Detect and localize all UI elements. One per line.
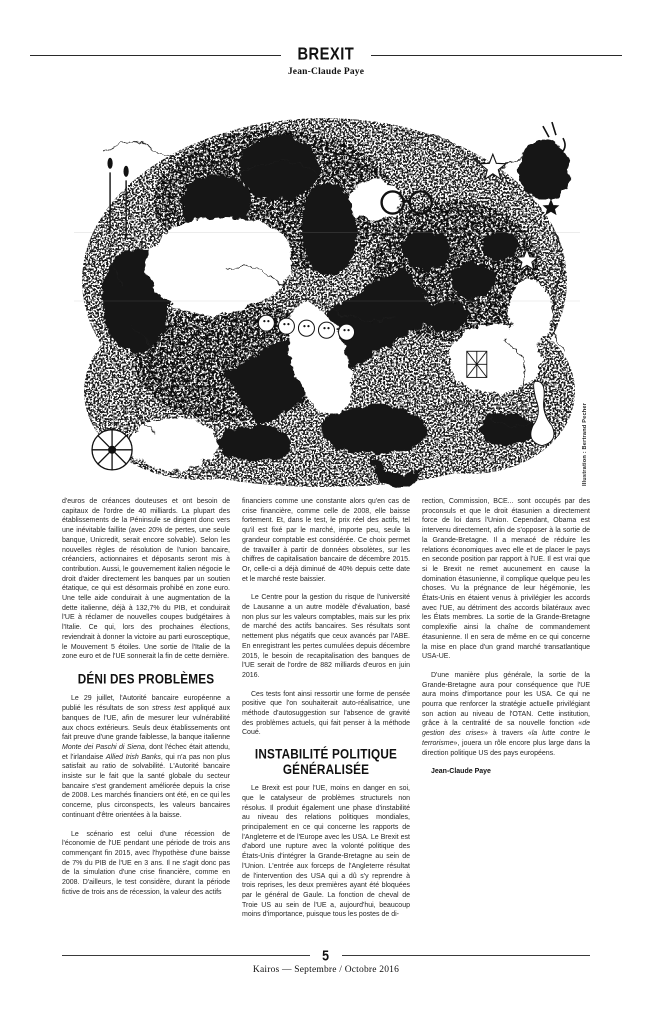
- paragraph: Le 29 juillet, l'Autorité bancaire européenne a publié les résultats de son stress test appliqué aux banques de l'UE, afin de mesurer leur vulnérabilité aux chocs extérieurs. Seuls deux établissements ont fait preuve d'une grande faiblesse, la banque italienne Monte dei Paschi di Siena, dont l'échec était attendu, et l'irlandaise Allied Irish Banks, qui n'a pas non plus satisfait au ratio de solvabilité. L'Autorité bancaire insiste sur le fait que la santé globale du secteur bancaire s'est grandement améliorée depuis la crise de 2008. Les marchés financiers ont été, en ce qui les concerne, plus circonspects, les valeurs bancaires continuant d'être orientées à la baisse.: [62, 695, 231, 819]
- ink-drawing: [74, 110, 580, 490]
- page-footer: [62, 948, 590, 975]
- section-heading-deni: DÉNI DES PROBLÈMES: [77, 671, 215, 687]
- header-rule-left: [30, 55, 281, 56]
- paragraph: Ces tests font ainsi ressortir une forme de pensée positive que l'on souhaiterait auto-réalisatrice, une méthode d'autosuggestion sur l'absence de gravité des problèmes actuels, qui fait penser à la méthode Coué.: [242, 690, 410, 737]
- section-heading-instabilite: INSTABILITÉ POLITIQUE GÉNÉRALISÉE: [254, 747, 398, 777]
- journal-issue-line: Kairos — Septembre / Octobre 2016: [252, 965, 400, 975]
- paragraph: rection, Commission, BCE... sont occupés par des proconsuls et que le droit étasunien a directement force de loi dans l'Union. Cependant, Obama est intervenu directement, afin de s'opposer à la sortie de la Grande-Bretagne. Il a menacé de réduire les relations économiques avec elle et de placer le pays en seconde position par rapport à l'UE. Il est vrai que si le Brexit ne remet aucunement en cause la domination étasunienne, il complique quelque peu les choses. Vu la prégnance de leur hégémonie, les États-Unis en étaient venus à privilégier les accords avec l'UE, au détriment des accords bilatéraux avec les États membres. La sortie de la Grande-Bretagne complexifie ainsi la chaîne de commandement étasunienne. Il en sera de même en ce qui concerne la mise en place d'un grand marché transatlantique USA-UE.: [422, 498, 590, 661]
- union-jack-shirt: [467, 351, 487, 377]
- header-rule-right: [371, 55, 622, 56]
- paragraph: d'euros de créances douteuses et ont besoin de capitaux de l'ordre de 40 milliards. La plupart des établissements de la Péninsule se dirigent donc vers une inévitable faillite (avec 20% de pertes, une seule banque, Unicredit, serait encore solvable). Selon les nouvelles règles de résolution de l'union bancaire, créanciers, actionnaires et déposants seront mis à contribution. Aussi, le gouvernement italien négocie le droit d'aider directement les banques par un soutien étatique, ce qui est désormais prohibé en zone euro. Une telle aide conduirait à une augmentation de la dette italienne, déjà à 132,7% du PIB, et conduirait l'UE à réclamer de nouvelles coupes budgétaires à l'Italie. Ce qui, lors des prochaines élections, reviendrait à donner la victoire au parti eurosceptique, le Mouvement 5 étoiles. Une sortie de l'Italie de la zone euro et de l'UE sonnerait la fin de cette dernière.: [62, 498, 230, 661]
- paragraph: financiers comme une constante alors qu'en cas de crise financière, comme celle de 2008, elle baisse fortement. Et, dans le test, le prix réel des actifs, tel qu'il est fixé par le marché, importe peu, seule la grandeur comptable est considérée. Ce choix permet de travailler à partir de données obsolètes, sur les chiffres de capitalisation bancaire de décembre 2015. Or, celle-ci a déjà diminué de 40% depuis cette date et le marché reste baissier.: [242, 498, 410, 583]
- paragraph: Le Centre pour la gestion du risque de l'université de Lausanne a un autre modèle d'évaluation, basé non plus sur les valeurs comptables, mais sur les prix de marché des actifs bancaires. Ses résultats sont nettement plus négatifs que ceux avancés par l'ABE. En enregistrant les pertes cumulées depuis décembre 2015, le besoin de recapitalisation des banques de l'UE serait de l'ordre de 882 milliards d'euros en juin 2016.: [242, 594, 410, 679]
- footer-rule-right: [342, 955, 590, 956]
- illustration-credit: Illustration : Bertrand Pecher: [582, 402, 588, 486]
- page-number: 5: [322, 947, 330, 964]
- author-byline: Jean-Claude Paye: [287, 67, 365, 77]
- wheel-icon: [92, 430, 132, 470]
- paragraph: Le scénario est celui d'une récession de l'économie de l'UE pendant une période de trois ans commençant fin 2015, avec l'hypothèse d'une baisse de 7% du PIB de l'UE en 3 ans. Il ne s'agit donc pas de la simulation d'une crise financière, comme en 2008. D'ailleurs, le test considère, durant la période fictive de trois ans de récession, la valeur des actifs: [62, 830, 230, 896]
- footer-rule-left: [62, 955, 310, 956]
- paragraph: Le Brexit est pour l'UE, moins en danger en soi, que le catalyseur de problèmes structurels non résolus. Il produit également une phase d'instabilité au niveau des relations politiques mondiales, principalement en ce qui concerne les rapports de l'Angleterre et de l'Europe avec les USA. Le Brexit est d'abord une rupture avec la volonté politique des États-Unis d'intégrer la Grande-Bretagne au sein de l'Union. L'entrée aux forceps de l'Angleterre résultat de l'intervention des USA qui a dû s'y reprendre à trois reprises, les deux premières ayant été bloquées par le général de Gaule. La fonction de cheval de Troie US au sein de l'UE a, aujourd'hui, beaucoup moins d'importance, puisque tous les postes de di-: [242, 785, 410, 919]
- brexit-illustration: [74, 110, 580, 490]
- column-1: [62, 497, 230, 949]
- column-3: [422, 497, 590, 949]
- column-2: [242, 497, 410, 949]
- article-signature: Jean-Claude Paye: [431, 768, 491, 776]
- article-body: [62, 497, 590, 949]
- article-header: [30, 46, 622, 77]
- page-title: BREXIT: [297, 44, 355, 64]
- paragraph: D'une manière plus générale, la sortie de la Grande-Bretagne aura pour conséquence que l'UE aura moins d'importance pour les USA. Ce qui ne pourra que renforcer la stratégie actuelle privilégiant son action au niveau de l'OTAN. Cette institution, grâce à la centralité de sa nouvelle fonction «de gestion des crises» à travers «la lutte contre le terrorisme», jouera un rôle encore plus large dans la direction politique US des pays européens.: [422, 671, 590, 757]
